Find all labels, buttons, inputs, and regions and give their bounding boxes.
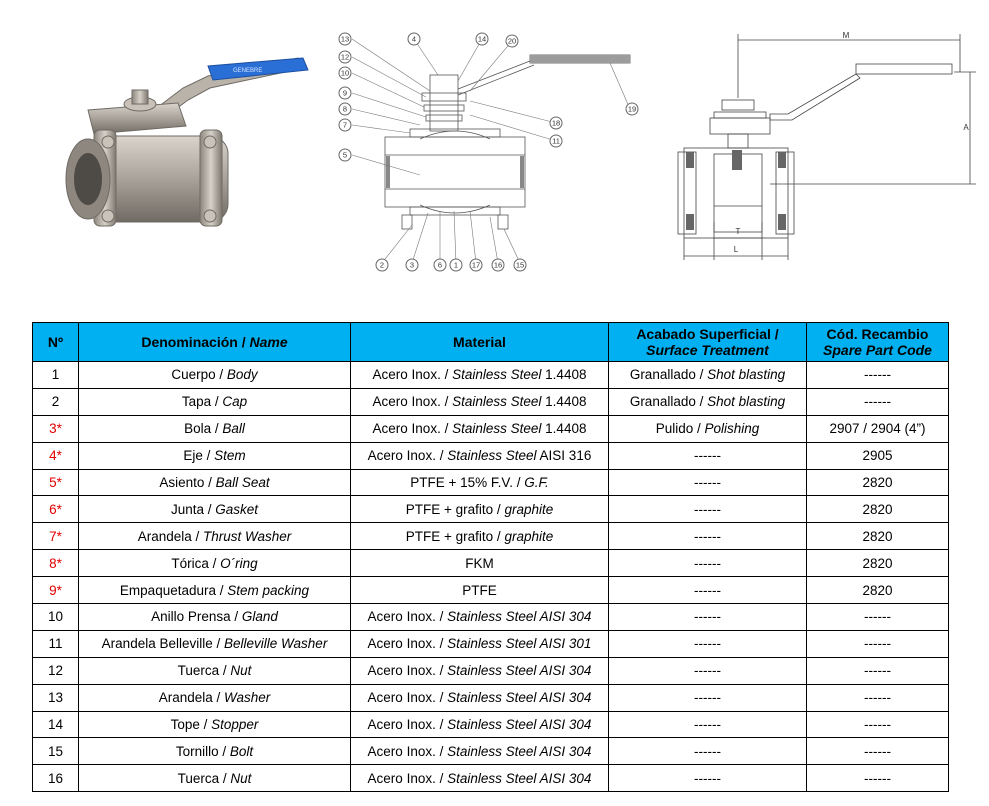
part-surface-treatment: ------ [609, 577, 807, 604]
part-spare-code: 2820 [807, 577, 949, 604]
part-name: Eje / Stem [79, 442, 351, 469]
svg-text:4: 4 [411, 34, 417, 44]
col-header-finish: Acabado Superficial / Surface Treatment [609, 323, 807, 362]
svg-text:10: 10 [340, 68, 350, 78]
part-material: Acero Inox. / Stainless Steel AISI 304 [351, 765, 609, 792]
col-header-no: Nº [33, 323, 79, 362]
part-number: 16 [33, 765, 79, 792]
part-name: Arandela Belleville / Belleville Washer [79, 630, 351, 657]
part-spare-code: ------ [807, 738, 949, 765]
table-row [33, 442, 949, 469]
part-name: Tuerca / Nut [79, 657, 351, 684]
part-surface-treatment: ------ [609, 738, 807, 765]
part-spare-code: ------ [807, 684, 949, 711]
part-number: 12 [33, 657, 79, 684]
svg-text:16: 16 [493, 260, 503, 270]
part-spare-code: 2820 [807, 496, 949, 523]
part-material: Acero Inox. / Stainless Steel AISI 304 [351, 711, 609, 738]
svg-text:15: 15 [515, 260, 525, 270]
part-spare-code: 2905 [807, 442, 949, 469]
part-surface-treatment: ------ [609, 496, 807, 523]
svg-text:2: 2 [379, 260, 385, 270]
part-surface-treatment: ------ [609, 630, 807, 657]
part-name: Arandela / Thrust Washer [79, 523, 351, 550]
part-number: 15 [33, 738, 79, 765]
part-surface-treatment: Granallado / Shot blasting [609, 388, 807, 415]
part-number: 11 [33, 630, 79, 657]
part-surface-treatment: ------ [609, 442, 807, 469]
part-spare-code: ------ [807, 630, 949, 657]
part-number: 2 [33, 388, 79, 415]
part-surface-treatment: ------ [609, 523, 807, 550]
part-number: 9* [33, 577, 79, 604]
part-material: PTFE + grafito / graphite [351, 523, 609, 550]
svg-text:GENEBRE: GENEBRE [233, 68, 263, 74]
table-row [33, 604, 949, 631]
part-material: Acero Inox. / Stainless Steel 1.4408 [351, 415, 609, 442]
part-material: Acero Inox. / Stainless Steel 1.4408 [351, 388, 609, 415]
part-material: Acero Inox. / Stainless Steel 1.4408 [351, 362, 609, 389]
part-surface-treatment: ------ [609, 711, 807, 738]
part-material: PTFE + 15% F.V. / G.F. [351, 469, 609, 496]
part-name: Tapa / Cap [79, 388, 351, 415]
part-spare-code: 2820 [807, 469, 949, 496]
part-material: PTFE [351, 577, 609, 604]
svg-text:1: 1 [453, 260, 459, 270]
figure-row [0, 0, 989, 310]
valve-photo [58, 48, 318, 238]
part-spare-code: ------ [807, 388, 949, 415]
part-name: Tope / Stopper [79, 711, 351, 738]
part-material: Acero Inox. / Stainless Steel AISI 301 [351, 630, 609, 657]
part-spare-code: ------ [807, 362, 949, 389]
table-row [33, 630, 949, 657]
part-number: 7* [33, 523, 79, 550]
table-row [33, 415, 949, 442]
part-number: 4* [33, 442, 79, 469]
part-spare-code: ------ [807, 604, 949, 631]
part-name: Junta / Gasket [79, 496, 351, 523]
exploded-view-drawing [330, 25, 650, 280]
part-surface-treatment: ------ [609, 765, 807, 792]
svg-text:3: 3 [409, 260, 415, 270]
part-surface-treatment: ------ [609, 550, 807, 577]
part-spare-code: 2820 [807, 523, 949, 550]
part-name: Anillo Prensa / Gland [79, 604, 351, 631]
table-row [33, 362, 949, 389]
part-material: FKM [351, 550, 609, 577]
table-row [33, 469, 949, 496]
part-material: PTFE + grafito / graphite [351, 496, 609, 523]
parts-table [32, 322, 949, 792]
svg-text:5: 5 [342, 150, 348, 160]
table-row [33, 657, 949, 684]
svg-text:17: 17 [471, 260, 481, 270]
part-material: Acero Inox. / Stainless Steel AISI 304 [351, 657, 609, 684]
part-number: 14 [33, 711, 79, 738]
part-number: 3* [33, 415, 79, 442]
svg-text:13: 13 [340, 34, 350, 44]
svg-text:7: 7 [342, 120, 348, 130]
table-row [33, 711, 949, 738]
part-number: 1 [33, 362, 79, 389]
svg-text:19: 19 [627, 104, 637, 114]
svg-text:9: 9 [342, 88, 348, 98]
svg-text:12: 12 [340, 52, 350, 62]
dim-l-label: L [733, 245, 739, 254]
part-number: 5* [33, 469, 79, 496]
dim-m-label: M [842, 31, 850, 40]
part-surface-treatment: ------ [609, 604, 807, 631]
part-number: 8* [33, 550, 79, 577]
part-surface-treatment: Pulido / Polishing [609, 415, 807, 442]
part-name: Asiento / Ball Seat [79, 469, 351, 496]
svg-text:8: 8 [342, 104, 348, 114]
part-name: Tuerca / Nut [79, 765, 351, 792]
part-name: Tornillo / Bolt [79, 738, 351, 765]
table-row [33, 738, 949, 765]
table-row [33, 496, 949, 523]
table-row [33, 577, 949, 604]
part-material: Acero Inox. / Stainless Steel AISI 304 [351, 684, 609, 711]
part-spare-code: ------ [807, 765, 949, 792]
table-row [33, 550, 949, 577]
dim-a-label: A [963, 123, 969, 132]
part-number: 13 [33, 684, 79, 711]
part-surface-treatment: Granallado / Shot blasting [609, 362, 807, 389]
part-spare-code: 2820 [807, 550, 949, 577]
col-header-material: Material [351, 323, 609, 362]
part-name: Tórica / O´ring [79, 550, 351, 577]
part-name: Arandela / Washer [79, 684, 351, 711]
dimension-drawing [670, 28, 980, 268]
svg-text:6: 6 [437, 260, 443, 270]
part-material: Acero Inox. / Stainless Steel AISI 304 [351, 738, 609, 765]
part-name: Bola / Ball [79, 415, 351, 442]
table-row [33, 523, 949, 550]
part-surface-treatment: ------ [609, 684, 807, 711]
part-surface-treatment: ------ [609, 657, 807, 684]
table-header-row [33, 323, 949, 362]
svg-text:20: 20 [507, 36, 517, 46]
col-header-name: Denominación / Name [79, 323, 351, 362]
part-surface-treatment: ------ [609, 469, 807, 496]
col-header-code: Cód. Recambio Spare Part Code [807, 323, 949, 362]
table-row [33, 765, 949, 792]
part-spare-code: 2907 / 2904 (4”) [807, 415, 949, 442]
part-number: 10 [33, 604, 79, 631]
part-name: Cuerpo / Body [79, 362, 351, 389]
part-material: Acero Inox. / Stainless Steel AISI 316 [351, 442, 609, 469]
part-number: 6* [33, 496, 79, 523]
dim-t-label: T [735, 227, 741, 236]
table-row [33, 388, 949, 415]
svg-text:14: 14 [477, 34, 487, 44]
part-material: Acero Inox. / Stainless Steel AISI 304 [351, 604, 609, 631]
svg-text:11: 11 [552, 136, 560, 146]
part-name: Empaquetadura / Stem packing [79, 577, 351, 604]
table-row [33, 684, 949, 711]
svg-text:18: 18 [551, 118, 561, 128]
part-spare-code: ------ [807, 657, 949, 684]
part-spare-code: ------ [807, 711, 949, 738]
